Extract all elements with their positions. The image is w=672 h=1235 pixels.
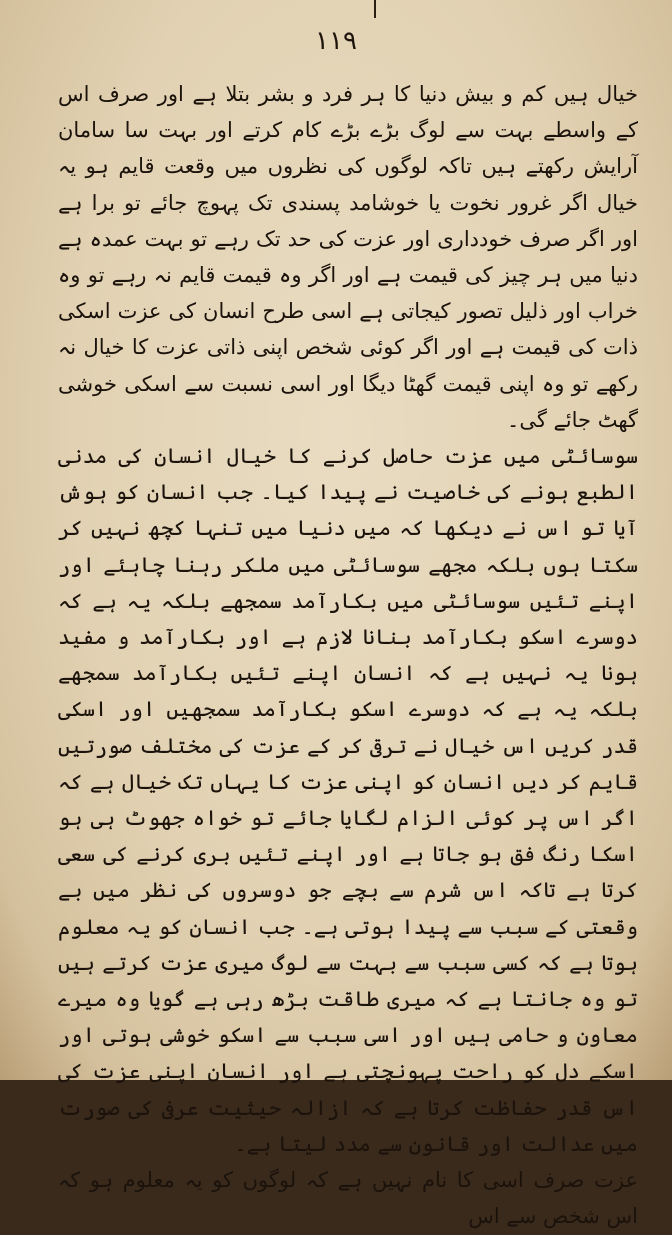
page-number: ۱۱۹: [315, 26, 357, 56]
paragraph-1: خیال ہیں کم و بیش دنیا کا ہر فرد و بشر بتلا ہے اور صرف اس کے واسطے بہت سے لوگ بڑے بڑے کام کرتے اور بہت سا سامان آرایش رکھتے ہیں تاکہ لوگوں کی نظروں میں وقعت قایم ہو یہ خیال اگر غرور نخوت یا خوشامد پسندی تک پہوچ جائے تو برا ہے اور اگر صرف خودداری اور عزت کی حد تک رہے تو بہت عمدہ ہے دنیا میں ہر چیز کی قیمت ہے اور اگر وہ قیمت قایم نہ رہے تو وہ خراب اور ذلیل تصور کیجاتی ہے اسی طرح انسان کی عزت اسکی ذات کی قیمت ہے اور اگر کوئی شخص اپنی ذاتی عزت کا خیال نہ رکھے تو وہ اپنی قیمت گھٹا دیگا اور اسی نسبت سے اسکی خوشی گھٹ جائے گی۔: [58, 82, 638, 432]
paragraph-2: سوسائٹی میں عزت حاصل کرنے کا خیال انسان کی مدنی الطبع ہونے کی خاصیت نے پیدا کیا۔ جب انسان کو ہوش آیا تو اس نے دیکھا کہ میں دنیا میں تنہا کچھ نہیں کر سکتا ہوں بلکہ مجھے سوسائٹی میں ملکر رہنا چاہئے اور اپنے تئیں سوسائٹی میں بکارآمد سمجھے بلکہ یہ ہے کہ دوسرے اسکو بکارآمد بنانا لازم ہے اور بکارآمد و مفید ہونا یہ نہیں ہے کہ انسان اپنے تئیں بکارآمد سمجھے بلکہ یہ ہے کہ دوسرے اسکو بکارآمد سمجھیں اور اسکی قدر کریں اس خیال نے ترقی کر کے عزت کی مختلف صورتیں قایم کر دیں انسان کو اپنی عزت کا یہاں تک خیال ہے کہ اگر اس پر کوئی الزام لگایا جائے تو خواہ جھوٹ ہی ہو اسکا رنگ فق ہو جاتا ہے اور اپنے تئیں بری کرنے کی سعی کرتا ہے تاکہ اس شرم سے بچے جو دوسروں کی نظر میں بے وقعتی کے سبب سے پیدا ہوتی ہے۔ جب انسان کو یہ معلوم ہوتا ہے کہ کسی سبب سے بہت سے لوگ میری عزت کرتے ہیں تو وہ جانتا ہے کہ میری طاقت بڑھ رہی ہے گویا وہ میرے معاون و حامی ہیں اور اسی سبب سے اسکو خوشی ہوتی اور اسکے دل کو راحت پہونچتی ہے اور انسان اپنی عزت کی اس قدر حفاظت کرتا ہے کہ ازالہ حیثیت عرفی کی صورت میں عدالت اور قانون سے مدد لیتا ہے۔: [58, 444, 638, 1156]
top-edge-mark: [374, 0, 376, 18]
paragraph-3: عزت صرف اسی کا نام نہیں ہے کہ لوگوں کو یہ معلوم ہو کہ اس شخص سے اس: [58, 1168, 638, 1229]
body-text: [58, 76, 638, 1235]
